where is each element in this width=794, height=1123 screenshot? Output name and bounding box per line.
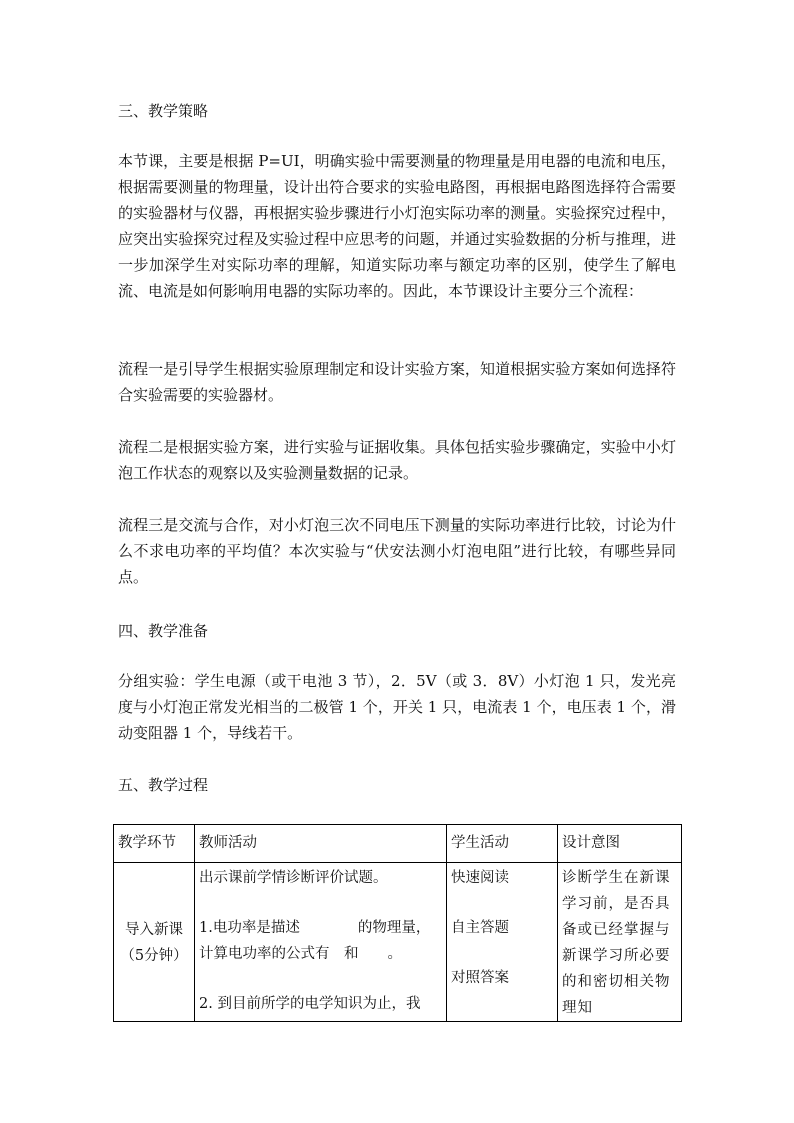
strategy-paragraph: 本节课，主要是根据 P=UI，明确实验中需要测量的物理量是用电器的电流和电压，根据需要测量的物理量，设计出符合要求的实验电路图，再根据电路图选择符合需要的实验器材与仪器，再根据实验步骤进行小灯泡实际功率的测量。实验探究过程中，应突出实验探究过程及实验过程中应思考的问题，并通过实验数据的分析与推理，进一步加深学生对实际功率的理解，知道实际功率与额定功率的区别，使学生了解电流、电流是如何影响用电器的实际功率的。因此，本节课设计主要分三个流程： bbox=[118, 152, 676, 300]
table-header-row bbox=[114, 825, 682, 863]
header-design-intent: 设计意图 bbox=[558, 825, 682, 863]
design-intent-cell: 诊断学生在新课学习前，是否具备或已经掌握与新课学习所必要的和密切相关物理知 bbox=[558, 863, 682, 1022]
teacher-activity-cell bbox=[195, 863, 447, 1022]
student-activity-line: 快速阅读 bbox=[451, 870, 509, 886]
teacher-activity-line: 计算电功率的公式有 和 。 bbox=[199, 946, 402, 962]
table-row bbox=[114, 863, 682, 1022]
stage-duration: （5分钟） bbox=[120, 948, 188, 964]
teacher-activity-line: 2. 到目前所学的电学知识为止，我 bbox=[199, 996, 421, 1012]
teacher-activity-line: 1.电功率是描述 的物理量， bbox=[199, 920, 431, 936]
flow-three-paragraph: 流程三是交流与合作，对小灯泡三次不同电压下测量的实际功率进行比较，讨论为什么不求电功率的平均值？本次实验与“伏安法测小灯泡电阻”进行比较，有哪些异同点。 bbox=[118, 516, 676, 586]
flow-one-paragraph: 流程一是引导学生根据实验原理制定和设计实验方案，知道根据实验方案如何选择符合实验需要的实验器材。 bbox=[118, 360, 676, 404]
teaching-process-table bbox=[113, 824, 682, 1022]
section-heading-preparation: 四、教学准备 bbox=[118, 622, 209, 640]
flow-two-paragraph: 流程二是根据实验方案，进行实验与证据收集。具体包括实验步骤确定，实验中小灯泡工作状态的观察以及实验测量数据的记录。 bbox=[118, 438, 676, 482]
preparation-paragraph: 分组实验：学生电源（或干电池 3 节），2．5V（或 3．8V）小灯泡 1 只，发光亮度与小灯泡正常发光相当的二极管 1 个，开关 1 只，电流表 1 个，电压表 1 个，滑动变阻器 1 个，导线若干。 bbox=[118, 672, 676, 742]
header-teacher-activity: 教师活动 bbox=[195, 825, 447, 863]
header-student-activity: 学生活动 bbox=[447, 825, 558, 863]
student-activity-line: 对照答案 bbox=[451, 970, 509, 986]
student-activity-line: 自主答题 bbox=[451, 920, 509, 936]
student-activity-cell bbox=[447, 863, 558, 1022]
stage-cell bbox=[114, 863, 195, 1022]
header-stage: 教学环节 bbox=[114, 825, 195, 863]
stage-name: 导入新课 bbox=[125, 922, 183, 938]
section-heading-strategy: 三、教学策略 bbox=[118, 102, 209, 120]
section-heading-process: 五、教学过程 bbox=[118, 776, 209, 794]
teacher-activity-line: 出示课前学情诊断评价试题。 bbox=[199, 870, 388, 886]
